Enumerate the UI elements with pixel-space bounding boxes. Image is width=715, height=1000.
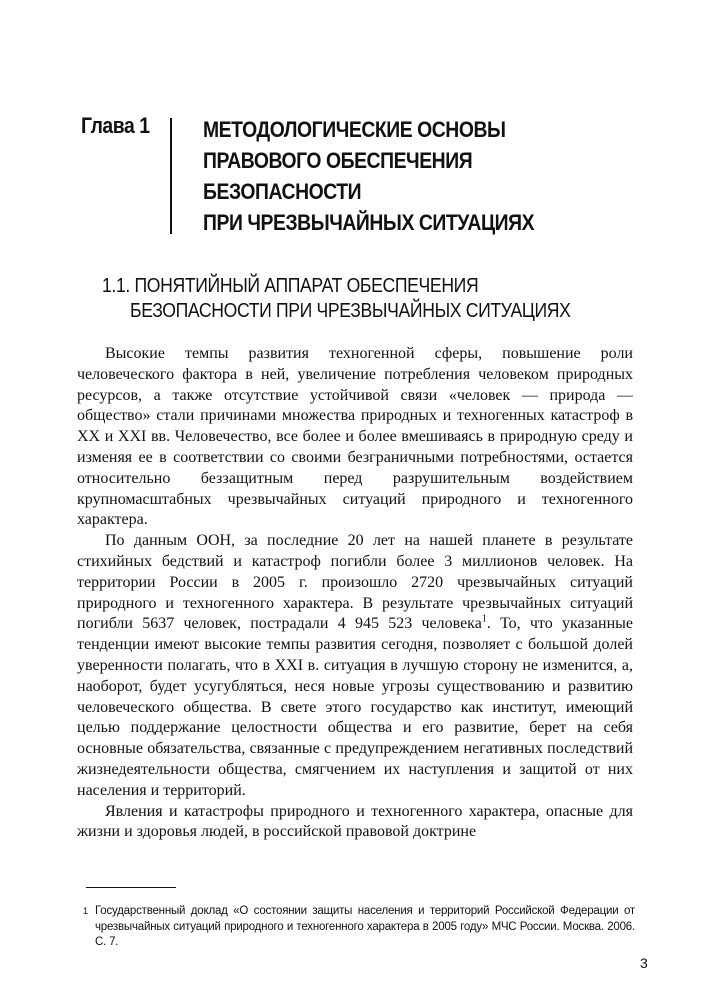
page-number: 3 (640, 955, 648, 971)
chapter-title-line: ПРАВОВОГО ОБЕСПЕЧЕНИЯ (203, 148, 473, 173)
chapter-title-line: БЕЗОПАСНОСТИ (203, 179, 362, 204)
section-heading-line: БЕЗОПАСНОСТИ ПРИ ЧРЕЗВЫЧАЙНЫХ СИТУАЦИЯХ (130, 300, 571, 322)
footnote-divider (86, 887, 176, 888)
chapter-title-line: МЕТОДОЛОГИЧЕСКИЕ ОСНОВЫ (203, 117, 506, 142)
footnote-text: Государственный доклад «О состоянии защиты населения и территорий Российской Федерации от чрезвычайных ситуаций природного и техногенного характера в 2005 году» МЧС России. Москва. 2006. С. 7. (95, 905, 635, 948)
chapter-title-line: ПРИ ЧРЕЗВЫЧАЙНЫХ СИТУАЦИЯХ (203, 210, 535, 235)
paragraph (77, 531, 633, 801)
chapter-heading (0, 0, 715, 240)
chapter-label: Глава 1 (81, 113, 150, 138)
footnote-mark: 1 (83, 906, 88, 916)
body-text (77, 344, 633, 843)
chapter-divider (170, 118, 172, 234)
chapter-title (203, 114, 683, 238)
footnote-reference[interactable]: 1 (481, 614, 487, 626)
section-heading-line: 1.1. ПОНЯТИЙНЫЙ АППАРАТ ОБЕСПЕЧЕНИЯ (102, 275, 479, 297)
paragraph: Высокие темпы развития техногенной сферы, повышение роли человеческого фактора в ней, увеличение потребления человеком природных ресурсов, а также отсутствие устойчивой связи «человек — природа — общество» стали причинами множества природных и техногенных катастроф в XX и XXI вв. Человечество, все более и более вмешиваясь в природную среду и изменяя ее в соответствии со своими безграничными потребностями, остается относительно беззащитным перед разрушительным воздействием крупномасштабных чрезвычайных ситуаций природного и техногенного характера. (77, 345, 633, 529)
footnote (83, 904, 635, 951)
paragraph-text: По данным ООН, за последние 20 лет на нашей планете в результате стихийных бедствий и катастроф погибли более 3 миллионов человек. На территории России в 2005 г. произошло 2720 чрезвычайных ситуаций природного и техногенного характера. В результате чрезвычайных ситуаций погибли 5637 человек, пострадали 4 945 523 человека (77, 532, 633, 633)
paragraph: Явления и катастрофы природного и техногенного характера, опасные для жизни и здоровья людей, в российской правовой доктрине (77, 802, 633, 841)
paragraph-text: . То, что указанные тенденции имеют высокие темпы развития сегодня, позволяет с большой долей уверенности полагать, что в XXI в. ситуация в лучшую сторону не изменится, а, наоборот, будет усугубляться, неся новые угрозы существованию и развитию человеческого общества. В свете этого государство как институт, имеющий целью поддержание целостности общества и его развитие, берет на себя основные обязательства, связанные с предупреждением негативных последствий жизнедеятельности общества, смягчением их наступления и защитой от них населения и территорий. (77, 615, 633, 799)
